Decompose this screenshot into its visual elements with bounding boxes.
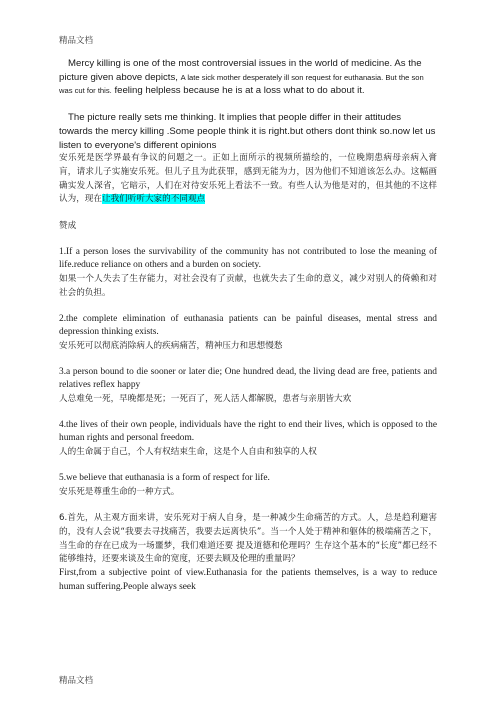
point-en: 2.the complete elimination of euthanasia patients can be painful diseases, mental stress and depression thinking exists. (59, 313, 437, 338)
point-cn: 如果一个人失去了生存能力，对社会没有了贡献，也就失去了生命的意义，减少对别人的倚赖和对社会的负担。 (59, 274, 437, 298)
document-body (59, 57, 437, 595)
point-en: 5.we believe that euthanasia is a form of respect for life. (59, 472, 270, 483)
point-1 (59, 246, 437, 301)
point-cn: 安乐死是尊重生命的一种方式。 (59, 486, 180, 497)
attitude-paragraph-en: The picture really sets me thinking. It implies that people differ in their attitudes towards the mercy killing .Some people think it is right.but others dont think so.now let us listen to everyone's different opinions (59, 112, 436, 151)
attitude-cn-text: 安乐死是医学界最有争议的问题之一。正如上面所示的视频所描绘的，一位晚期患病母亲病入膏肓，请求儿子实施安乐死。但儿子且为此获罪，感到无能为力，因为他们不知道该怎么办。这幅画确实发人深省，它暗示，人们在对待安乐死上看法不一致。有些人认为他是对的，但其他的不这样认为，现在 (59, 153, 437, 205)
page-header: 精品文档 (59, 36, 94, 46)
point-cn: 人的生命属于自己，个人有权结束生命，这是个人自由和独享的人权 (59, 447, 317, 458)
attitude-paragraph-cn (59, 152, 437, 207)
point-4 (59, 419, 437, 460)
point-cn: 人总难免一死，早晚都是死；一死百了，死人活人都解脱，患者与亲朋皆大欢 (59, 394, 352, 405)
point-cn: 6.首先，从主观方面来讲，安乐死对于病人自身，是一种减少生命痛苦的方式。人，总是趋利避害的，没有人会说“我要去寻找痛苦，我要去远离快乐”。当一个人处于精神和躯体的极端痛苦之下，当生命的存在已成为一场噩梦，我们难道还要 提及道德和伦理吗？生存这个基本的“长度”都已经不能够维持，还要来谈及生命的宽度，还要去顾及伦理的重量吗？ (59, 513, 437, 565)
support-heading: 赞成 (59, 221, 77, 232)
point-6 (59, 512, 437, 594)
highlighted-phrase: 让我们听听大家的不同观点 (101, 194, 206, 205)
point-en: 3.a person bound to die sooner or later die; One hundred dead, the living dead are free, patients and relatives reflex happy (59, 366, 437, 391)
point-en: First,from a subjective point of view.Euthanasia for the patients themselves, is a way to reduce human suffering.People always seek (59, 568, 437, 592)
page-footer: 精品文档 (59, 676, 94, 686)
point-2 (59, 313, 437, 354)
point-3 (59, 366, 437, 407)
intro-text-2: A late sick mother desperately ill son request for euthanasia. But the son was cut for this. (59, 72, 424, 96)
intro-paragraph (59, 57, 437, 98)
point-cn: 安乐死可以彻底消除病人的疾病痛苦，精神压力和思想慢愁 (59, 340, 283, 351)
intro-text-3: feeling helpless because he is at a loss what to do about it. (114, 85, 365, 97)
point-en: 4.the lives of their own people, individuals have the right to end their lives, which is opposed to the human rights and personal freedom. (59, 419, 437, 444)
point-5 (59, 472, 437, 499)
point-en: 1.If a person loses the survivability of the community has not contributed to lose the meaning of life.reduce reliance on others and a burden on society. (59, 246, 437, 271)
intro-text-1: Mercy killing is one of the most controversial issues in the world of medicine. As the picture given above depicts, (59, 58, 422, 83)
